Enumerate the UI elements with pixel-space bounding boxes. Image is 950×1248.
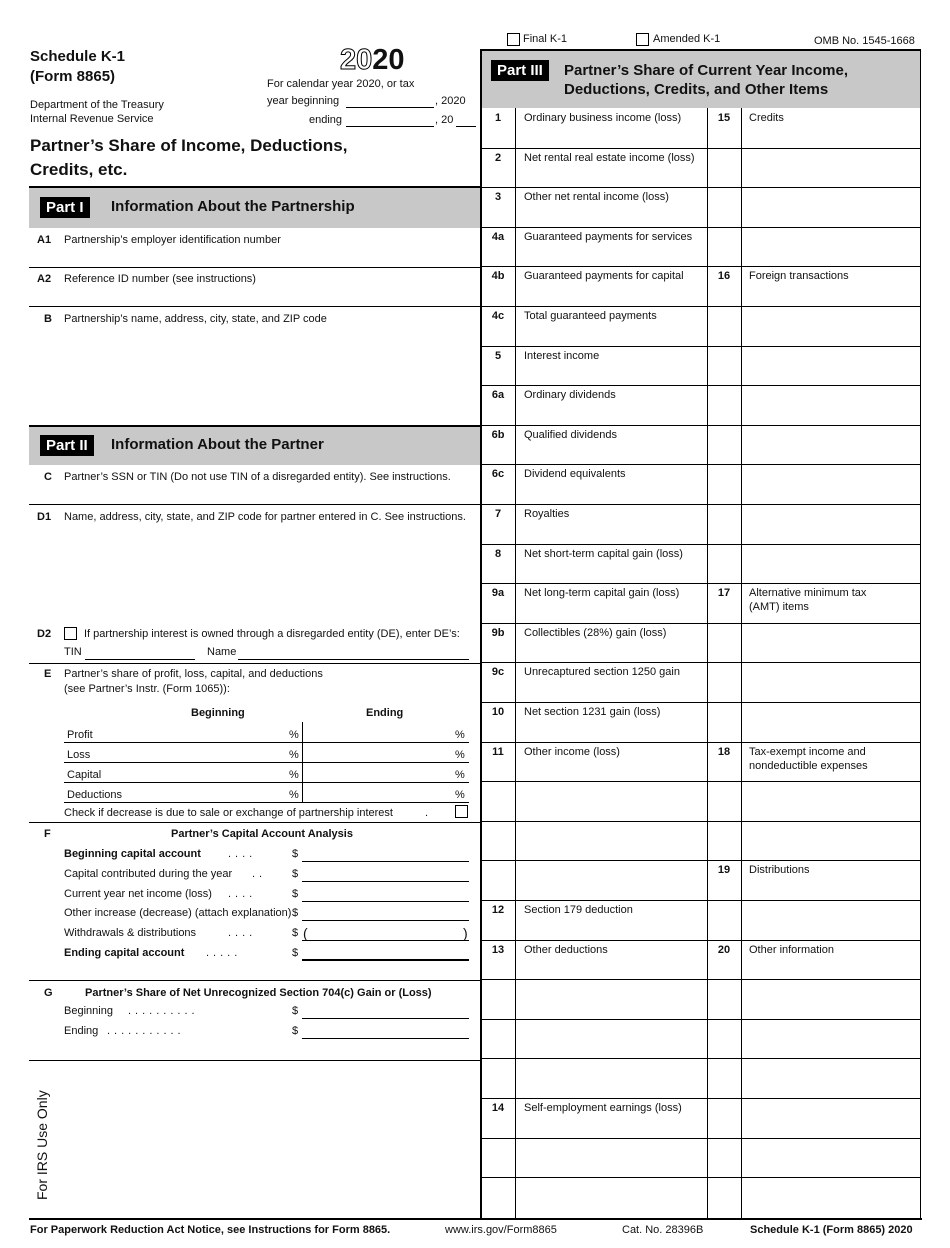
line-number: 18 [717, 746, 731, 758]
line-label: Net rental real estate income (loss) [524, 152, 695, 164]
d2-name-field[interactable] [238, 659, 469, 660]
dollar-sign: $ [292, 1025, 299, 1037]
dollar-sign: $ [292, 848, 299, 860]
line-number: 3 [494, 191, 502, 203]
d2-code: D2 [37, 628, 52, 640]
dept-treasury: Department of the Treasury [30, 99, 164, 111]
line-number: 11 [492, 746, 504, 758]
amount-field-left[interactable] [481, 979, 707, 980]
amount-field-right[interactable] [707, 1177, 921, 1178]
amount-field-left[interactable] [481, 860, 707, 861]
dollar-sign: $ [292, 888, 299, 900]
e-capital-field[interactable] [64, 782, 469, 783]
line-label: Guaranteed payments for capital [524, 270, 684, 282]
e-row-label: Deductions [67, 789, 123, 801]
line-number: 17 [717, 587, 731, 599]
line-number: 14 [491, 1102, 505, 1114]
line-label: Ordinary business income (loss) [524, 112, 682, 124]
line-label: Guaranteed payments for services [524, 231, 693, 243]
leader-dots: .... [228, 927, 257, 939]
e-pct: % [289, 769, 299, 781]
ending-suffix: , 20 [435, 114, 454, 126]
amount-field-right[interactable] [707, 187, 921, 188]
year-suffix: , 2020 [435, 95, 466, 107]
amount-field-left[interactable] [481, 900, 707, 901]
a1-label: Partnership’s employer identification number [64, 234, 281, 246]
cat-number: Cat. No. 28396B [622, 1224, 704, 1236]
form-number: (Form 8865) [30, 68, 116, 85]
tin-label: TIN [64, 646, 82, 658]
amount-field-left[interactable] [481, 346, 707, 347]
e-col-ending: Ending [366, 707, 404, 719]
amended-k1-label: Amended K-1 [653, 33, 721, 45]
part2-title: Information About the Partner [111, 436, 324, 453]
amount-field-left[interactable] [481, 940, 707, 941]
irs-label: Internal Revenue Service [30, 113, 154, 125]
amount-field-left[interactable] [481, 425, 707, 426]
amount-field-left[interactable] [481, 266, 707, 267]
year-outline: 20 [340, 44, 373, 76]
g-ending-field[interactable] [302, 1038, 469, 1039]
line-number: 4a [491, 231, 505, 243]
leader-dots: .... [228, 888, 257, 900]
amount-field-left[interactable] [481, 148, 707, 149]
amount-field-left[interactable] [481, 821, 707, 822]
g-row-label: Ending [64, 1025, 99, 1037]
leader-dots: ..... [206, 947, 242, 959]
amount-field-right[interactable] [707, 227, 921, 228]
g-beginning-field[interactable] [302, 1018, 469, 1019]
amount-field-left[interactable] [481, 385, 707, 386]
omb-number: OMB No. 1545-1668 [814, 35, 915, 47]
withdrawals-field[interactable] [302, 940, 469, 941]
g-code: G [44, 987, 53, 999]
calendar-text: For calendar year 2020, or tax [267, 78, 415, 90]
e-pct: % [455, 789, 465, 801]
line-number: 6c [491, 468, 505, 480]
amount-field-left[interactable] [481, 187, 707, 188]
line-number: 15 [717, 112, 731, 124]
check-decrease-label: Check if decrease is due to sale or exchange of partnership interest [64, 807, 393, 819]
amount-field-right[interactable] [707, 1019, 921, 1020]
amount-field-left[interactable] [481, 742, 707, 743]
line-number: 2 [494, 152, 502, 164]
e-pct: % [289, 729, 299, 741]
line-number: 10 [491, 706, 505, 718]
e-label-line1: Partner’s share of profit, loss, capital, and deductions [64, 668, 323, 680]
ending-capital-field[interactable] [302, 959, 469, 961]
amount-field-right[interactable] [707, 385, 921, 386]
c-label: Partner’s SSN or TIN (Do not use TIN of a disregarded entity). See instructions. [64, 471, 451, 483]
d2-tin-field[interactable] [85, 659, 195, 660]
line-label: Section 179 deduction [524, 904, 633, 916]
main-title-line2: Credits, etc. [30, 160, 128, 179]
line-number: 5 [494, 350, 502, 362]
amount-field-right[interactable] [707, 346, 921, 347]
e-row-label: Profit [67, 729, 93, 741]
line-label: Net short-term capital gain (loss) [524, 548, 683, 560]
amount-field-left[interactable] [481, 583, 707, 584]
amount-field-right[interactable] [707, 979, 921, 980]
e-code: E [44, 668, 52, 680]
amount-field-right[interactable] [707, 1058, 921, 1059]
main-title-line1: Partner’s Share of Income, Deductions, [30, 136, 348, 155]
final-k1-checkbox[interactable] [507, 33, 520, 46]
f-row-label: Beginning capital account [64, 848, 201, 860]
a2-code: A2 [37, 273, 52, 285]
a2-label: Reference ID number (see instructions) [64, 273, 256, 285]
amount-field-right[interactable] [707, 544, 921, 545]
leader-dots: ........... [107, 1025, 185, 1037]
amount-field-left[interactable] [481, 662, 707, 663]
amount-field-right[interactable] [707, 306, 921, 307]
line-label: Unrecaptured section 1250 gain [524, 666, 680, 678]
b-code: B [44, 313, 52, 325]
dollar-sign: $ [292, 947, 299, 959]
g-row-label: Beginning [64, 1005, 113, 1017]
amount-field-right[interactable] [707, 623, 921, 624]
line-number: 13 [491, 944, 505, 956]
g-title: Partner’s Share of Net Unrecognized Section 704(c) Gain or (Loss) [85, 987, 432, 999]
line-label: Credits [749, 112, 784, 124]
final-k1-label: Final K-1 [523, 33, 568, 45]
check-decrease-dots: . [425, 807, 429, 819]
d2-label: If partnership interest is owned through a disregarded entity (DE), enter DE’s: [84, 628, 460, 640]
line-number: 20 [717, 944, 731, 956]
amount-field-right[interactable] [707, 148, 921, 149]
amount-field-left[interactable] [481, 1138, 707, 1139]
e-pct: % [289, 789, 299, 801]
amount-field-left[interactable] [481, 227, 707, 228]
decrease-checkbox[interactable] [455, 805, 468, 818]
ending-field[interactable] [346, 126, 434, 127]
line-label: Alternative minimum tax (AMT) items [749, 587, 867, 613]
tax-year [340, 44, 405, 76]
e-col-beginning: Beginning [191, 707, 245, 719]
part3-title-line1: Partner’s Share of Current Year Income, [564, 62, 848, 79]
line-label: Foreign transactions [749, 270, 849, 282]
dollar-sign: $ [292, 927, 299, 939]
amended-k1-checkbox[interactable] [636, 33, 649, 46]
e-deductions-field[interactable] [64, 802, 469, 803]
irs-url: www.irs.gov/Form8865 [445, 1224, 557, 1236]
amount-field-right[interactable] [707, 821, 921, 822]
e-loss-field[interactable] [64, 762, 469, 763]
dollar-sign: $ [292, 907, 299, 919]
year-beginning-label: year beginning [267, 95, 340, 107]
d1-code: D1 [37, 511, 52, 523]
paren-open: ( [303, 925, 308, 941]
form-title: Schedule K-1 [30, 48, 126, 65]
line-number: 9b [491, 627, 505, 639]
amount-field-left[interactable] [481, 1019, 707, 1020]
amount-field-right[interactable] [707, 425, 921, 426]
amount-field-left[interactable] [481, 1177, 707, 1178]
b-label: Partnership’s name, address, city, state, and ZIP code [64, 313, 327, 325]
year-beginning-field[interactable] [346, 107, 434, 108]
line-label: Other deductions [524, 944, 608, 956]
ending-year-field[interactable] [456, 126, 476, 127]
year-bold: 20 [372, 44, 405, 76]
e-profit-field[interactable] [64, 742, 469, 743]
f-row-label: Withdrawals & distributions [64, 927, 197, 939]
line-number: 4b [491, 270, 505, 282]
line-number: 19 [717, 864, 731, 876]
c-code: C [44, 471, 52, 483]
line-label: Total guaranteed payments [524, 310, 657, 322]
line-number: 7 [494, 508, 502, 520]
e-row-label: Capital [67, 769, 102, 781]
part2-tag: Part II [40, 435, 94, 456]
e-pct: % [289, 749, 299, 761]
amount-field-left[interactable] [481, 306, 707, 307]
dollar-sign: $ [292, 1005, 299, 1017]
leader-dots: .. [252, 868, 267, 880]
line-label: Royalties [524, 508, 570, 520]
line-label: Interest income [524, 350, 600, 362]
line-number: 6b [491, 429, 505, 441]
line-number: 9a [491, 587, 505, 599]
dollar-sign: $ [292, 868, 299, 880]
e-pct: % [455, 749, 465, 761]
line-label: Qualified dividends [524, 429, 617, 441]
amount-field-right[interactable] [707, 702, 921, 703]
amount-field-right[interactable] [707, 781, 921, 782]
line-number: 6a [491, 389, 505, 401]
line-label: Distributions [749, 864, 810, 876]
line-label: Ordinary dividends [524, 389, 616, 401]
line-number: 1 [494, 112, 502, 124]
amount-field-left[interactable] [481, 781, 707, 782]
paperwork-notice: For Paperwork Reduction Act Notice, see Instructions for Form 8865. [30, 1224, 391, 1236]
amount-field-right[interactable] [707, 464, 921, 465]
amount-field-left[interactable] [481, 623, 707, 624]
amount-field-left[interactable] [481, 1098, 707, 1099]
e-pct: % [455, 729, 465, 741]
f-row-label: Ending capital account [64, 947, 185, 959]
net-income-field[interactable] [302, 901, 469, 902]
leader-dots: .... [228, 848, 257, 860]
amount-field-left[interactable] [481, 544, 707, 545]
line-label: Tax-exempt income and nondeductible expenses [749, 746, 868, 772]
line-number: 9c [491, 666, 505, 678]
line-number: 4c [491, 310, 505, 322]
leader-dots: .......... [128, 1005, 199, 1017]
capital-contributed-field[interactable] [302, 881, 469, 882]
f-row-label: Capital contributed during the year [64, 868, 233, 880]
d1-label: Name, address, city, state, and ZIP code for partner entered in C. See instructions. [64, 511, 466, 523]
beginning-capital-field[interactable] [302, 861, 469, 862]
e-pct: % [455, 769, 465, 781]
ending-label: ending [309, 114, 343, 126]
amount-field-right[interactable] [707, 1098, 921, 1099]
name-label: Name [207, 646, 237, 658]
f-row-label: Current year net income (loss) [64, 888, 212, 900]
line-label: Self-employment earnings (loss) [524, 1102, 682, 1114]
amount-field-left[interactable] [481, 464, 707, 465]
paren-close: ) [463, 925, 468, 941]
line-number: 8 [494, 548, 502, 560]
line-label: Net long-term capital gain (loss) [524, 587, 680, 599]
d2-checkbox[interactable] [64, 627, 77, 640]
amount-field-left[interactable] [481, 702, 707, 703]
line-label: Net section 1231 gain (loss) [524, 706, 661, 718]
amount-field-left[interactable] [481, 504, 707, 505]
f-title: Partner’s Capital Account Analysis [171, 828, 353, 840]
form-footer-id: Schedule K-1 (Form 8865) 2020 [750, 1224, 913, 1236]
part1-tag: Part I [40, 197, 90, 218]
other-increase-field[interactable] [302, 920, 469, 921]
part3-title-line2: Deductions, Credits, and Other Items [564, 81, 829, 98]
f-row-label: Other increase (decrease) (attach explanation) [64, 907, 292, 919]
amount-field-right[interactable] [707, 1138, 921, 1139]
line-label: Other net rental income (loss) [524, 191, 669, 203]
line-label: Other income (loss) [524, 746, 620, 758]
amount-field-right[interactable] [707, 900, 921, 901]
a1-code: A1 [37, 234, 52, 246]
amount-field-right[interactable] [707, 504, 921, 505]
e-row-label: Loss [67, 749, 91, 761]
irs-use-only: For IRS Use Only [34, 1090, 50, 1200]
part1-title: Information About the Partnership [111, 198, 355, 215]
line-label: Other information [749, 944, 834, 956]
f-code: F [44, 828, 51, 840]
line-label: Dividend equivalents [524, 468, 626, 480]
line-label: Collectibles (28%) gain (loss) [524, 627, 667, 639]
line-number: 16 [717, 270, 731, 282]
e-label-line2: (see Partner’s Instr. (Form 1065)): [64, 683, 230, 695]
amount-field-right[interactable] [707, 662, 921, 663]
part3-tag: Part III [491, 60, 549, 81]
line-number: 12 [491, 904, 505, 916]
amount-field-left[interactable] [481, 1058, 707, 1059]
